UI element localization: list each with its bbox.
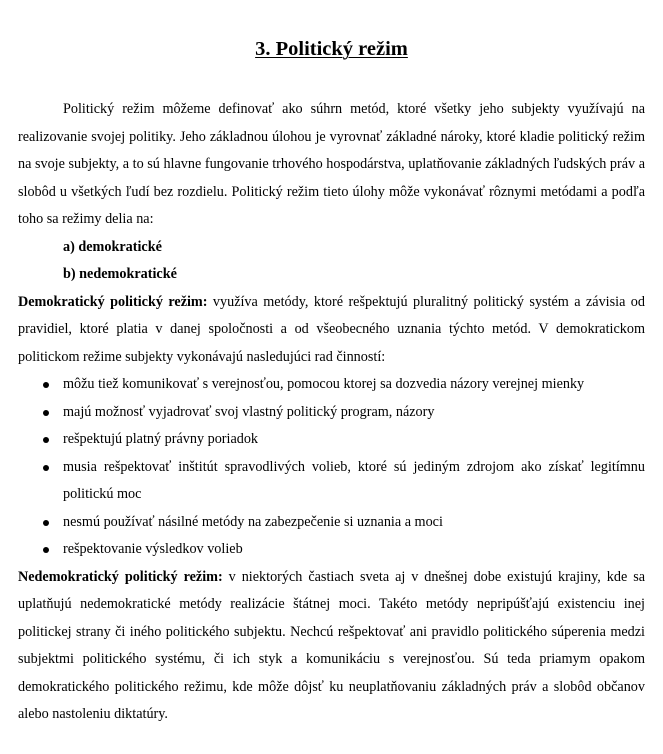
nondemocratic-text: v niektorých častiach sveta aj v dnešnej dobe existujú krajiny, kde sa uplatňujú nedemokratické metódy realizácie štátnej moci. Takéto metódy nepripúšťajú existenciu inej politickej strany či iného politického subjektu. Nechcú rešpektovať ani pravidlo politického súperenia medzi subjektmi politického systému, či ich styk a komunikáciu s verejnosťou. Sú teda priamym opakom demokratického politického režimu, kde môže dôjsť ku neuplatňovaniu základných práv a slobôd občanov alebo nastoleniu diktatúry. (18, 568, 646, 722)
list-item-text: nesmú používať násilné metódy na zabezpečenie si uznania a moci (63, 513, 443, 530)
bullet-icon (43, 547, 49, 553)
list-item-text: rešpektujú platný právny poriadok (63, 431, 259, 447)
list-item-text: musia rešpektovať inštitút spravodlivých volieb, ktoré sú jediným zdrojom ako získať legitímnu politickú moc (63, 458, 645, 502)
list-item-text: môžu tiež komunikovať s verejnosťou, pomocou ktorej sa dozvedia názory verejnej mienky (63, 376, 585, 392)
intro-paragraph: Politický režim môžeme definovať ako súhrn metód, ktoré všetky jeho subjekty využívajú na realizovanie svojej politiky. Jeho základnou úlohou je vyrovnať základné nároky, ktoré kladie politický režim na svoje subjekty, a to sú hlavne fungovanie trhového hospodárstva, uplatňovanie základných ľudských práv a slobôd u všetkých ľudí bez rozdielu. Politický režim tieto úlohy môže vykonávať rôznymi metódami a podľa toho sa režimy delia na: (18, 101, 645, 227)
bullet-icon (43, 520, 49, 526)
list-item (18, 536, 645, 564)
nondemocratic-term: Nedemokratický politický režim: (18, 568, 223, 585)
democratic-activities-list (18, 371, 645, 564)
document-body (18, 96, 645, 729)
democratic-text: využíva metódy, ktoré rešpektujú pluralitný politický systém a závisia od pravidiel, ktoré platia v danej spoločnosti a od všeobecného uznania týchto metód. V demokratickom politickom režime subjekty vykonávajú nasledujúci rad činností: (18, 293, 645, 365)
type-item-nondemocratic: b) nedemokratické (63, 266, 177, 282)
type-item-democratic: a) demokratické (63, 238, 162, 255)
list-item (18, 509, 645, 537)
list-item (18, 399, 645, 427)
list-item-text: rešpektovanie výsledkov volieb (63, 541, 243, 557)
page-title: 3. Politický režim (255, 38, 408, 60)
list-item (18, 426, 645, 454)
bullet-icon (43, 382, 49, 388)
nondemocratic-paragraph (18, 564, 645, 729)
list-item-text: majú možnosť vyjadrovať svoj vlastný politický program, názory (63, 403, 435, 420)
bullet-icon (43, 410, 49, 416)
democratic-paragraph (18, 289, 645, 372)
bullet-icon (43, 465, 49, 471)
bullet-icon (43, 437, 49, 443)
list-item (18, 371, 645, 399)
democratic-term: Demokratický politický režim: (18, 293, 208, 310)
list-item (18, 454, 645, 509)
